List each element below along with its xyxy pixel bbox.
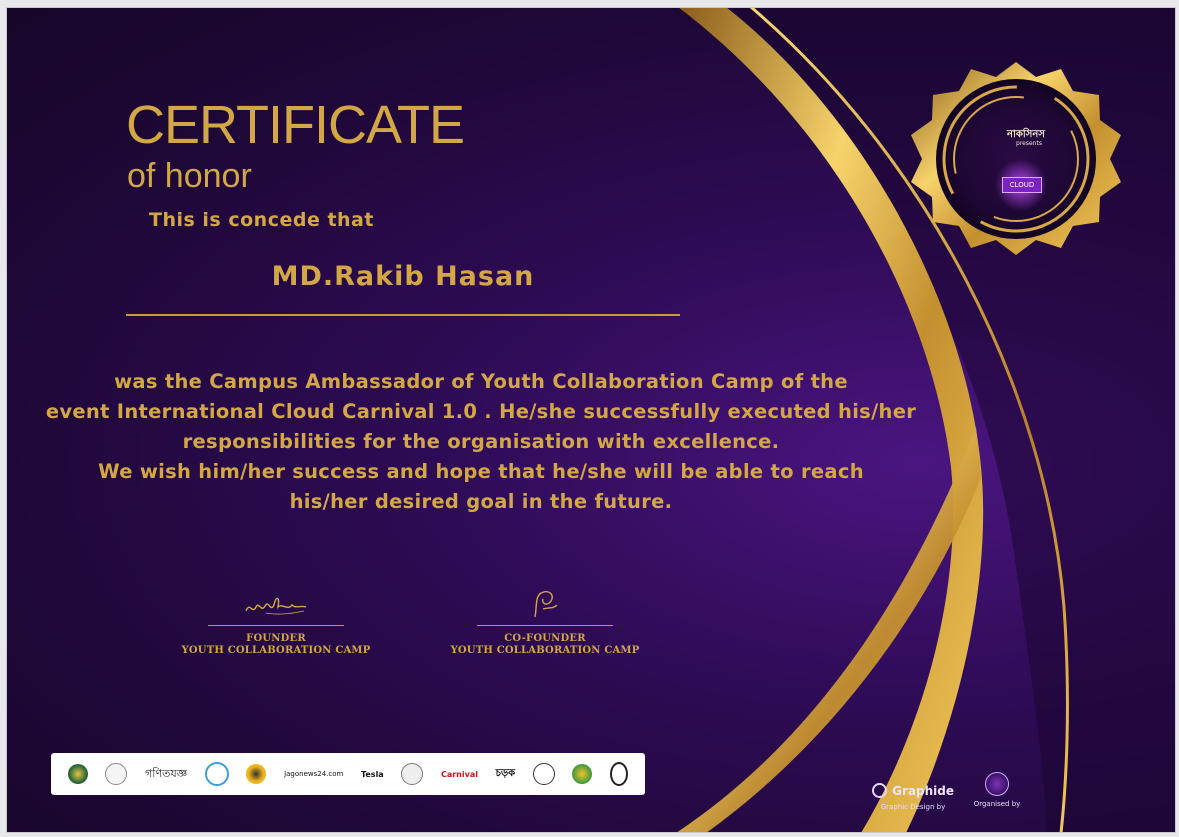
sponsor-tesla: Tesla bbox=[360, 769, 384, 779]
body-line: We wish him/her success and hope that he/she will be able to reach bbox=[98, 460, 864, 483]
sponsor-logo-13 bbox=[610, 759, 628, 789]
graphide-logo bbox=[872, 780, 954, 799]
sponsor-logo-5 bbox=[246, 759, 266, 789]
founder-signature-line bbox=[208, 625, 344, 626]
sponsor-logo-4 bbox=[205, 759, 229, 789]
founder-org: YOUTH COLLABORATION CAMP bbox=[181, 645, 371, 656]
cofounder-org: YOUTH COLLABORATION CAMP bbox=[450, 645, 640, 656]
seal-brand: নাকসিনস bbox=[1007, 129, 1045, 140]
founder-signature bbox=[236, 587, 316, 621]
graphide-name: Graphide bbox=[892, 784, 954, 798]
organiser-logo bbox=[985, 772, 1009, 796]
sponsor-logo-12 bbox=[572, 759, 592, 789]
seal-cloud-badge: CLOUD bbox=[1002, 177, 1042, 193]
certificate-body bbox=[18, 367, 944, 517]
founder-role: FOUNDER bbox=[246, 633, 306, 644]
certificate-subtitle: of honor bbox=[127, 157, 252, 195]
sponsor-logo-11 bbox=[533, 759, 555, 789]
certificate bbox=[6, 7, 1176, 833]
body-line: event International Cloud Carnival 1.0 . He/she successfully executed his/her bbox=[45, 400, 917, 423]
graphide-credit bbox=[872, 780, 954, 811]
sponsor-logo-8 bbox=[401, 759, 423, 789]
organiser-credit bbox=[966, 772, 1028, 808]
sponsor-bar bbox=[51, 753, 645, 795]
graphide-icon bbox=[872, 783, 887, 798]
recipient-name: MD.Rakib Hasan bbox=[271, 261, 535, 292]
organiser-caption: Organised by bbox=[973, 800, 1021, 808]
body-line: responsibilities for the organisation with excellence. bbox=[182, 430, 780, 453]
body-line: was the Campus Ambassador of Youth Collaboration Camp of the bbox=[114, 370, 848, 393]
cofounder-signature-block bbox=[435, 587, 655, 656]
cofounder-role: CO-FOUNDER bbox=[504, 633, 586, 644]
sponsor-ganit: গণিতযজ্ঞ bbox=[145, 766, 188, 780]
sponsor-logo-1 bbox=[68, 759, 88, 789]
sponsor-jagonews: Jagonews24.com bbox=[284, 770, 344, 778]
name-underline bbox=[126, 314, 680, 316]
founder-signature-block bbox=[166, 587, 386, 656]
graphide-caption: Graphic Design by bbox=[880, 803, 946, 811]
sponsor-logo-2 bbox=[105, 759, 127, 789]
sponsor-chorok: চড়ক bbox=[495, 767, 516, 779]
cofounder-signature-line bbox=[477, 625, 613, 626]
sponsor-carnival: Carnival bbox=[440, 769, 478, 779]
seal-presents: presents bbox=[1016, 140, 1042, 147]
cofounder-signature bbox=[505, 587, 585, 621]
body-line: his/her desired goal in the future. bbox=[289, 490, 673, 513]
certificate-title: CERTIFICATE bbox=[126, 95, 465, 155]
concede-text: This is concede that bbox=[149, 209, 374, 231]
